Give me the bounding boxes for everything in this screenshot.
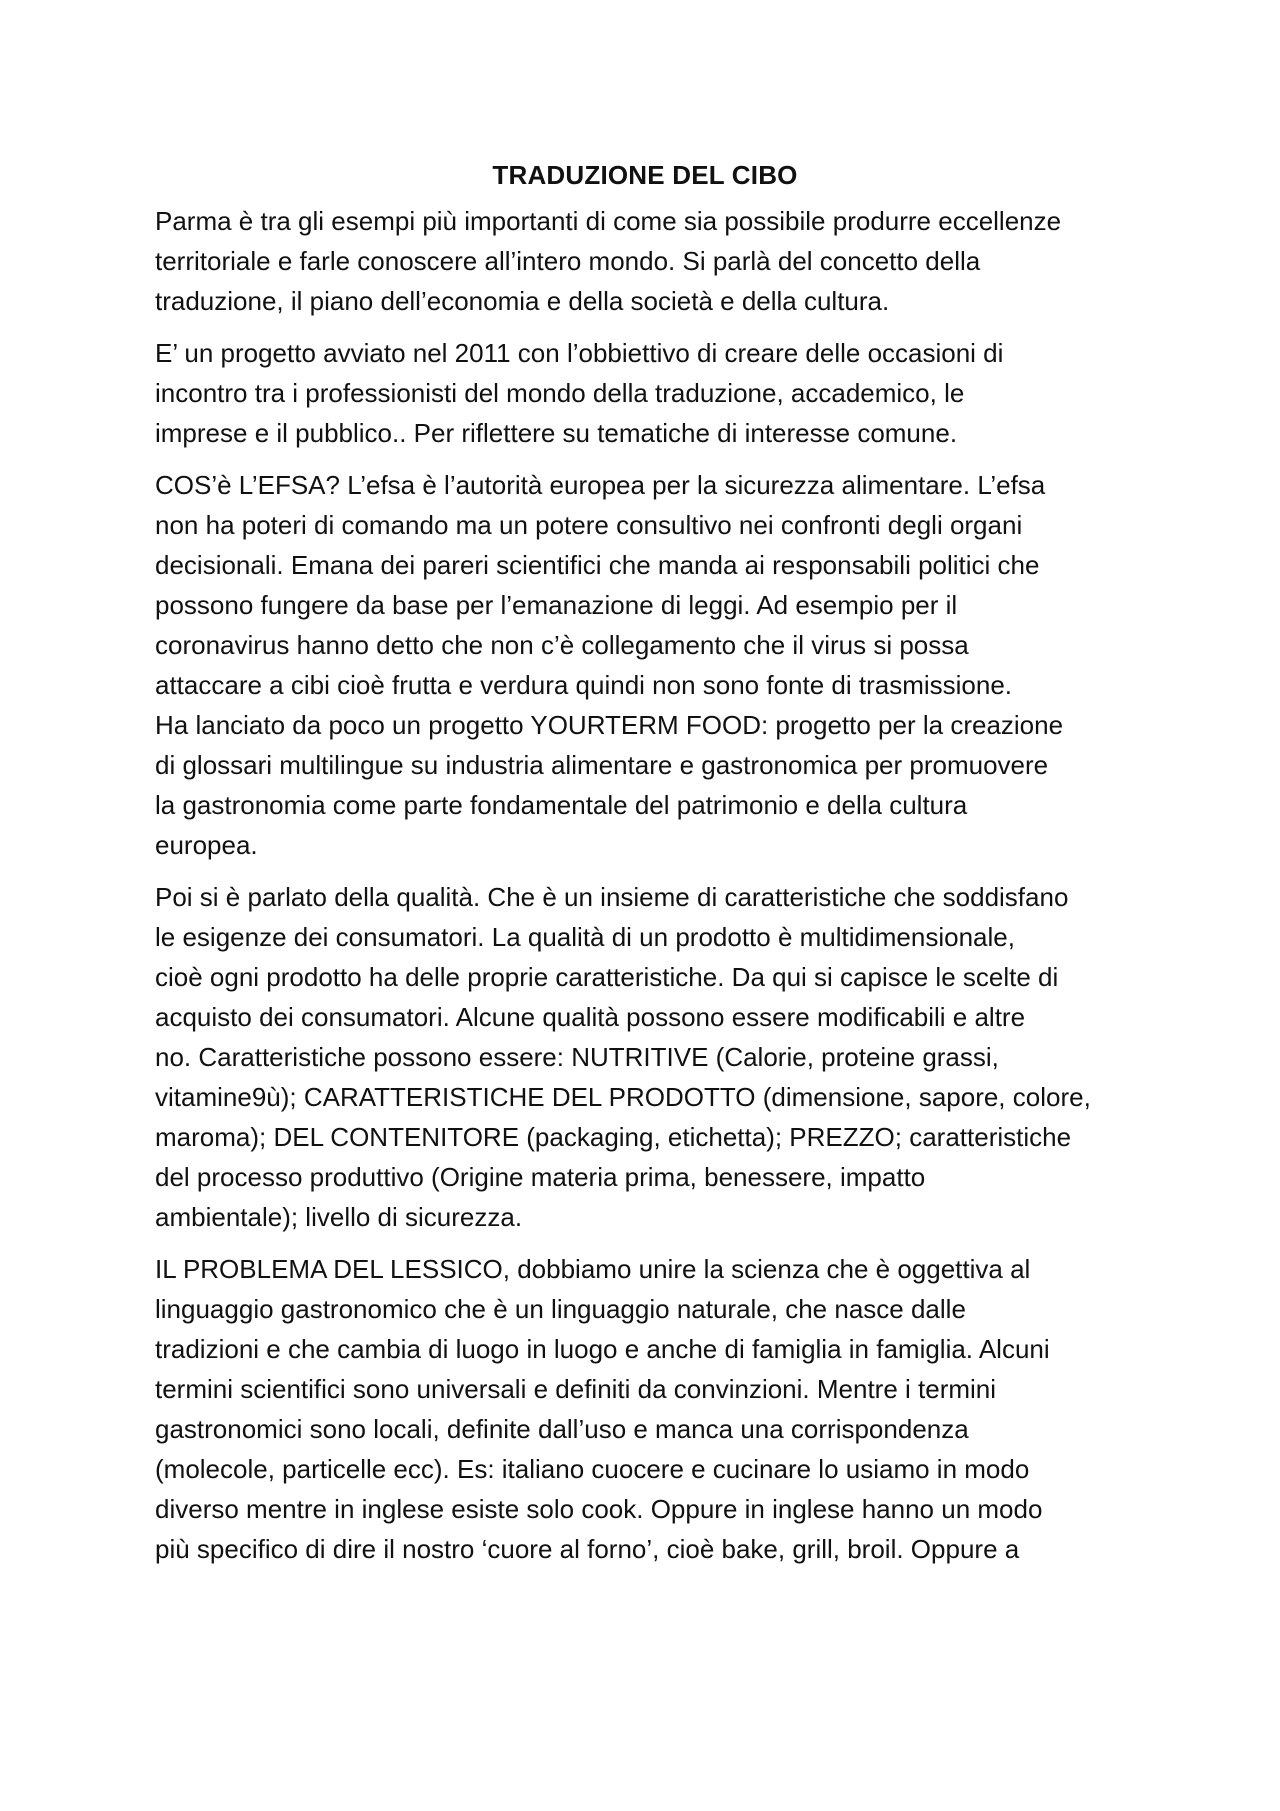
paragraph-line: europea. [155, 830, 258, 860]
paragraph-line: cioè ogni prodotto ha delle proprie caratteristiche. Da qui si capisce le scelte di [155, 962, 1059, 992]
paragraph [155, 1249, 1135, 1569]
paragraph-line: possono fungere da base per l’emanazione di leggi. Ad esempio per il [155, 590, 958, 620]
paragraph-line: linguaggio gastronomico che è un linguaggio naturale, che nasce dalle [155, 1294, 966, 1324]
paragraph-line: E’ un progetto avviato nel 2011 con l’obbiettivo di creare delle occasioni di [155, 338, 1004, 368]
paragraph-container [155, 201, 1135, 1569]
paragraph [155, 333, 1135, 453]
paragraph-line: Poi si è parlato della qualità. Che è un insieme di caratteristiche che soddisfano [155, 882, 1069, 912]
paragraph-line: le esigenze dei consumatori. La qualità di un prodotto è multidimensionale, [155, 922, 1015, 952]
paragraph-line: COS’è L’EFSA? L’efsa è l’autorità europea per la sicurezza alimentare. L’efsa [155, 470, 1046, 500]
paragraph-line: più specifico di dire il nostro ‘cuore al forno’, cioè bake, grill, broil. Oppure a [155, 1534, 1020, 1564]
paragraph-line: la gastronomia come parte fondamentale del patrimonio e della cultura [155, 790, 968, 820]
paragraph-line: imprese e il pubblico.. Per riflettere su tematiche di interesse comune. [155, 418, 958, 448]
paragraph-line: del processo produttivo (Origine materia prima, benessere, impatto [155, 1162, 926, 1192]
paragraph-line: gastronomici sono locali, definite dall’uso e manca una corrispondenza [155, 1414, 969, 1444]
paragraph-line: Parma è tra gli esempi più importanti di come sia possibile produrre eccellenze [155, 206, 1062, 236]
paragraph [155, 465, 1135, 865]
paragraph-line: traduzione, il piano dell’economia e della società e della cultura. [155, 286, 890, 316]
paragraph-line: termini scientifici sono universali e definiti da convinzioni. Mentre i termini [155, 1374, 997, 1404]
paragraph-line: territoriale e farle conoscere all’intero mondo. Si parlà del concetto della [155, 246, 981, 276]
paragraph [155, 877, 1135, 1237]
paragraph-line: no. Caratteristiche possono essere: NUTRITIVE (Calorie, proteine grassi, [155, 1042, 999, 1072]
document-title: TRADUZIONE DEL CIBO [492, 160, 798, 190]
paragraph-line: ambientale); livello di sicurezza. [155, 1202, 523, 1232]
paragraph-line: acquisto dei consumatori. Alcune qualità possono essere modificabili e altre [155, 1002, 1026, 1032]
paragraph-line: di glossari multilingue su industria alimentare e gastronomica per promuovere [155, 750, 1049, 780]
document-body [155, 155, 1135, 1581]
paragraph-line: maroma); DEL CONTENITORE (packaging, etichetta); PREZZO; caratteristiche [155, 1122, 1072, 1152]
paragraph [155, 201, 1135, 321]
paragraph-line: IL PROBLEMA DEL LESSICO, dobbiamo unire la scienza che è oggettiva al [155, 1254, 1031, 1284]
paragraph-line: diverso mentre in inglese esiste solo cook. Oppure in inglese hanno un modo [155, 1494, 1043, 1524]
paragraph-line: coronavirus hanno detto che non c’è collegamento che il virus si possa [155, 630, 969, 660]
paragraph-line: tradizioni e che cambia di luogo in luogo e anche di famiglia in famiglia. Alcuni [155, 1334, 1050, 1364]
paragraph-line: (molecole, particelle ecc). Es: italiano cuocere e cucinare lo usiamo in modo [155, 1454, 1030, 1484]
paragraph-line: incontro tra i professionisti del mondo della traduzione, accademico, le [155, 378, 965, 408]
paragraph-line: non ha poteri di comando ma un potere consultivo nei confronti degli organi [155, 510, 1023, 540]
paragraph-line: Ha lanciato da poco un progetto YOURTERM FOOD: progetto per la creazione [155, 710, 1064, 740]
paragraph-line: decisionali. Emana dei pareri scientifici che manda ai responsabili politici che [155, 550, 1040, 580]
paragraph-line: attaccare a cibi cioè frutta e verdura quindi non sono fonte di trasmissione. [155, 670, 1013, 700]
paragraph-line: vitamine9ù); CARATTERISTICHE DEL PRODOTTO (dimensione, sapore, colore, [155, 1082, 1091, 1112]
